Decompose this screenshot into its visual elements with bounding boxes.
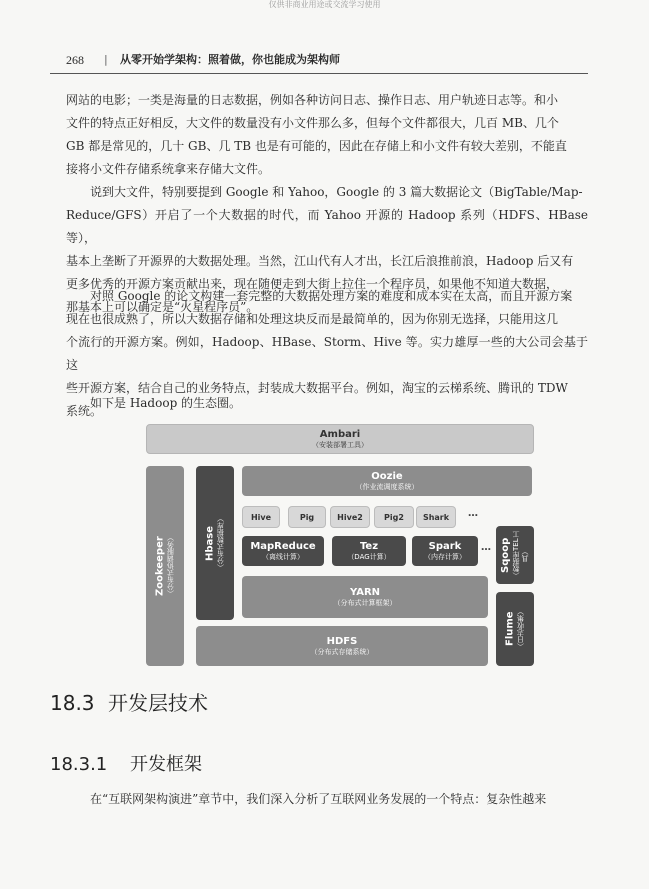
ambari-block [146,424,534,454]
sqoop-title: Sqoop [500,537,511,573]
tez-block [332,536,406,566]
yarn-block [242,576,488,618]
watermark: 仅供非商业用途或交流学习使用 [268,0,381,9]
mapreduce-subtitle: （离线计算） [262,552,304,561]
spark-subtitle: （内存计算） [424,552,466,561]
subsection-number: 18.3.1 [50,754,108,775]
oozie-title: Oozie [371,470,403,482]
oozie-subtitle: （作业流调度系统） [355,482,419,491]
paragraph-4: 如下是 Hadoop 的生态圈。 [90,396,242,410]
page-number: 268 [66,53,84,67]
hdfs-title: HDFS [326,635,358,647]
subsection-title: 开发框架 [130,754,202,775]
tez-title: Tez [359,540,379,552]
spark-block [412,536,478,566]
hadoop-ecosystem-diagram [144,422,536,670]
hbase-title: Hbase [204,525,216,561]
hdfs-subtitle: （分布式存储系统） [310,647,374,656]
flume-title: Flume [504,611,516,647]
section-number: 18.3 [50,691,95,715]
hbase-block [196,466,234,620]
sqoop-subtitle: （数据库TEL工具） [512,531,529,579]
zookeeper-block [146,466,184,666]
hdfs-block [196,626,488,666]
more-tools-dots: … [468,508,478,519]
flume-block [496,592,534,666]
paragraph-2: 说到大文件，特别要提到 Google 和 Yahoo，Google 的 3 篇大数据论文（BigTable/Map- Reduce/GFS）开启了一个大数据的时代，而 Yahoo 开源的 Hadoop 系列（HDFS、HBase 等）， 基本上垄断了开源界的大数据处理。当然，江山代有人才出，长江后浪推前浪，Hadoop 后又有 更多优秀的开源方案贡献出来，现在随便走到大街上拉住一个程序员，如果他不知道大数据， 那基本上可以确定是“火星程序员”。 [66,185,588,314]
more-engines-dots: … [481,542,491,553]
paragraph-3: 对照 Google 的论文构建一套完整的大数据处理方案的难度和成本实在太高，而且开源方案 现在也很成熟了，所以大数据存储和处理这块反而是最简单的，因为你别无选择，只能用这几 个流行的开源方案。例如，Hadoop、HBase、Storm、Hive 等。实力雄厚一些的大公司会基于这 些开源方案，结合自己的业务特点，封装成大数据平台。例如，淘宝的云梯系统、腾讯的 TDW 系统。 [66,289,588,418]
mapreduce-title: MapReduce [250,540,316,552]
ambari-title: Ambari [319,428,361,440]
ambari-subtitle: （安装部署工具） [312,440,368,449]
mapreduce-block [242,536,324,566]
yarn-title: YARN [349,586,381,598]
yarn-subtitle: （分布式计算框架） [333,598,397,607]
pig2-box: Pig2 [374,506,414,528]
shark-box: Shark [416,506,456,528]
page-header [66,51,586,69]
tez-subtitle: （DAG计算） [347,552,391,561]
section-heading [50,687,208,716]
header-rule [50,73,588,74]
subsection-heading [50,750,202,776]
spark-title: Spark [428,540,462,552]
sqoop-block [496,526,534,584]
book-title: 从零开始学架构：照着做，你也能成为架构师 [120,53,340,66]
oozie-block [242,466,532,496]
pig-box: Pig [288,506,326,528]
hbase-subtitle: （分布式数据库） [216,515,225,571]
zookeeper-title: Zookeeper [154,536,166,596]
paragraph-1: 网站的电影；一类是海量的日志数据，例如各种访问日志、操作日志、用户轨迹日志等。和小 文件的特点正好相反，大文件的数量没有小文件那么多，但每个文件都很大，几百 MB、几个 GB 都是常见的，几十 GB、几 TB 也是有可能的，因此在存储上和小文件有较大差别，不能直 接将小文件存储系统拿来存储大文件。 [66,93,567,176]
zookeeper-subtitle: （分布式协调服务） [166,534,175,598]
hive2-box: Hive2 [330,506,370,528]
flume-subtitle: （日志收集） [516,608,525,650]
paragraph-5: 在“互联网架构演进”章节中，我们深入分析了互联网业务发展的一个特点：复杂性越来 [90,792,547,806]
hive-box: Hive [242,506,280,528]
section-title: 开发层技术 [108,691,208,715]
header-separator: | [104,53,108,66]
